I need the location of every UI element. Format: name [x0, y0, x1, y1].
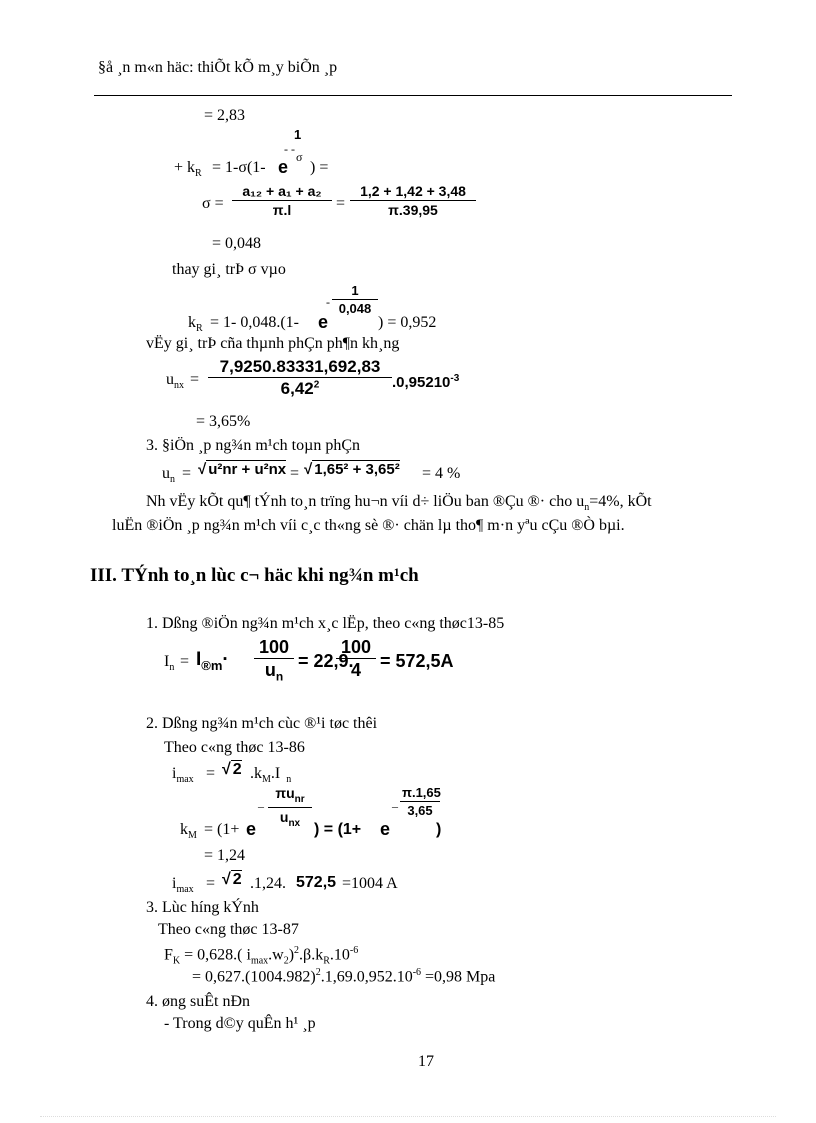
- result-line: = 2,83: [204, 107, 246, 124]
- sigma-fraction: $\frac{\text{a₁₂ + a₁ + a₂}}{\pi.l}$: [232, 184, 332, 217]
- section-heading: III. TÝnh to¸n lùc c¬ häc khi ng¾n m¹ch: [90, 565, 419, 586]
- conclusion-line-2: luËn ®iÖn ¸p ng¾n m¹ch víi c¸c th«ng sè ®· chän lµ tho¶ m·n yªu cÇu ®Ò bµi.: [112, 517, 625, 534]
- header-rule: [94, 95, 732, 96]
- item4-heading: 4. øng suÊt nÐn: [146, 993, 250, 1010]
- item4-subheading: - Trong d©y quÊn h¹ ¸p: [164, 1015, 316, 1032]
- fk-formula: $F_K = 0,628$.( $i_{max}.w_2)^2.\beta.k_R.10^{-6}$: [164, 945, 359, 967]
- sigma-result: = 0,048: [212, 235, 262, 252]
- unx-result: = 3,65%: [196, 413, 251, 430]
- item3-heading: 3. §iÖn ¸p ng¾n m¹ch toµn phÇn: [146, 437, 361, 454]
- item3-heading: 3. Lùc híng kÝnh: [146, 899, 259, 916]
- item2-formula-ref: Theo c«ng thøc 13-86: [164, 739, 305, 756]
- item3-formula-ref: Theo c«ng thøc 13-87: [158, 921, 299, 938]
- kr-exponent: 1: [294, 127, 302, 142]
- page-number: 17: [418, 1053, 434, 1070]
- substitute-text: thay gi¸ trÞ σ vµo: [172, 261, 286, 278]
- conclusion-line-1: Nh vËy kÕt qu¶ tÝnh to¸n trïng hu¬n víi d÷ liÖu ban ®Çu ®· cho $u_n=4\%$, kÕt: [146, 493, 652, 514]
- item1-heading: 1. Dßng ®iÖn ng¾n m¹ch x¸c lËp, theo c«ng thøc13-85: [146, 615, 505, 632]
- page-bottom-border: [40, 1116, 776, 1117]
- km-result: = 1,24: [204, 847, 246, 864]
- reactive-component-text: vËy gi¸ trÞ cña thµnh phÇn ph¶n kh¸ng: [146, 335, 400, 352]
- sigma-fraction-values: $\frac{1,2 + 1,42 + 3,48}{\pi.39,95}$: [350, 184, 476, 217]
- item2-heading: 2. Dßng ng¾n m¹ch cùc ®¹i tøc thêi: [146, 715, 378, 732]
- page-header-title: §å ¸n m«n häc: thiÕt kÕ m¸y biÕn ¸p: [98, 59, 338, 76]
- fk-value-formula: = $0,627.(1004.982)^2.1,69.0,952.10^{-6} =0,98$ Mpa: [192, 967, 496, 986]
